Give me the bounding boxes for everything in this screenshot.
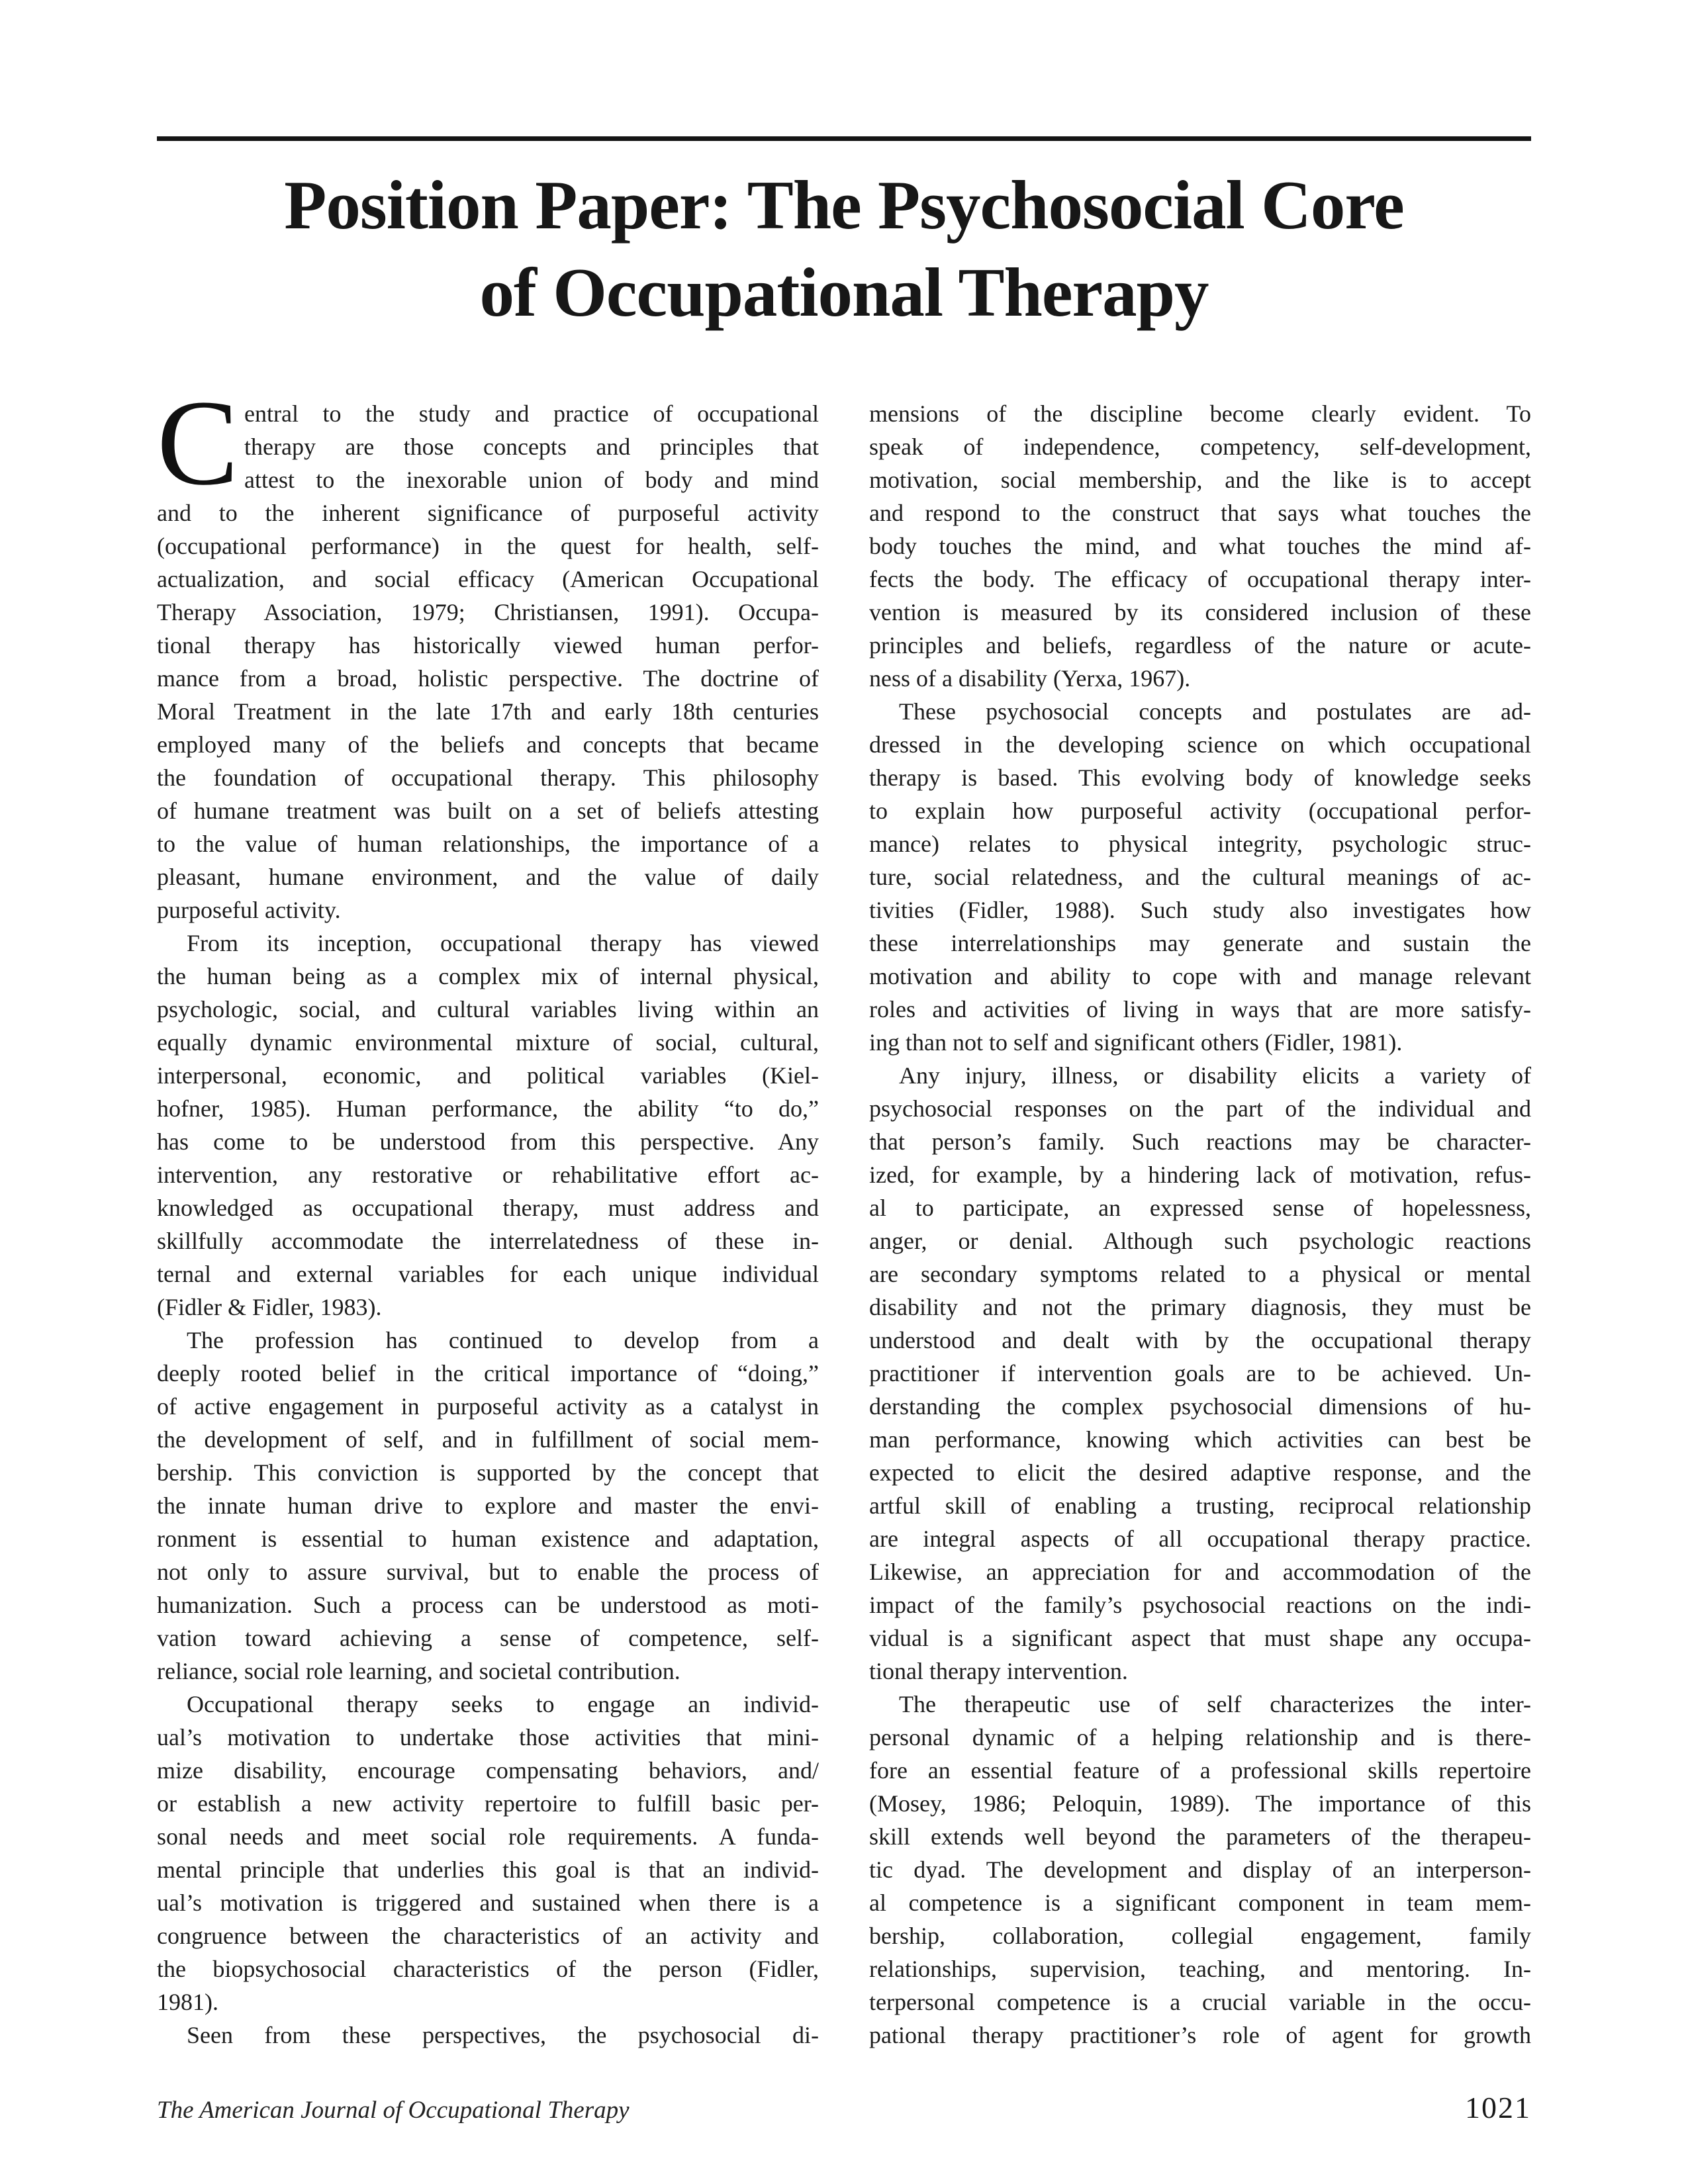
article-title-line-1: Position Paper: The Psychosocial Core	[284, 166, 1404, 244]
paragraph	[157, 2019, 819, 2052]
text-line: psychosocial responses on the part of the individual and	[869, 1095, 1531, 1122]
text-line: fore an essential feature of a professional skills repertoire	[869, 1757, 1531, 1784]
text-line: has come to be understood from this perspective. Any	[157, 1128, 819, 1155]
text-line: pational therapy practitioner’s role of agent for growth	[869, 2022, 1531, 2048]
paragraph	[869, 1688, 1531, 2052]
text-line: Occupational therapy seeks to engage an individ-	[187, 1691, 819, 1717]
text-line: to the value of human relationships, the importance of a	[157, 831, 819, 857]
article-title-line-2: of Occupational Therapy	[479, 253, 1209, 331]
text-line: body touches the mind, and what touches the mind af-	[869, 533, 1531, 559]
text-line: These psychosocial concepts and postulates are ad-	[899, 698, 1531, 725]
text-line: tic dyad. The development and display of an interperson-	[869, 1856, 1531, 1883]
text-line: ture, social relatedness, and the cultural meanings of ac-	[869, 864, 1531, 890]
text-line: The profession has continued to develop from a	[187, 1327, 819, 1353]
text-line: sonal needs and meet social role requirements. A funda-	[157, 1823, 819, 1850]
text-line: are integral aspects of all occupational therapy practice.	[869, 1525, 1531, 1552]
text-line: principles and beliefs, regardless of the nature or acute-	[869, 632, 1531, 659]
text-line: mance from a broad, holistic perspective. The doctrine of	[157, 665, 819, 692]
text-line: actualization, and social efficacy (American Occupational	[157, 566, 819, 592]
text-line: vation toward achieving a sense of competence, self-	[157, 1625, 819, 1651]
text-line: Seen from these perspectives, the psychosocial di-	[187, 2022, 819, 2048]
text-line: attest to the inexorable union of body and mind	[244, 467, 819, 493]
text-line: Likewise, an appreciation for and accommodation of the	[869, 1559, 1531, 1585]
text-line: skill extends well beyond the parameters of the therapeu-	[869, 1823, 1531, 1850]
text-line: speak of independence, competency, self-development,	[869, 433, 1531, 460]
text-line: mental principle that underlies this goal is that an individ-	[157, 1856, 819, 1883]
text-line: al to participate, an expressed sense of hopelessness,	[869, 1195, 1531, 1221]
page-content	[157, 0, 1531, 2184]
text-line: disability and not the primary diagnosis, they must be	[869, 1294, 1531, 1320]
text-line: understood and dealt with by the occupational therapy	[869, 1327, 1531, 1353]
text-line: tivities (Fidler, 1988). Such study also investigates how	[869, 897, 1531, 923]
text-line: ized, for example, by a hindering lack of motivation, refus-	[869, 1161, 1531, 1188]
text-line: the development of self, and in fulfillment of social mem-	[157, 1426, 819, 1453]
text-line: roles and activities of living in ways that are more satisfy-	[869, 996, 1531, 1023]
text-line: that person’s family. Such reactions may be character-	[869, 1128, 1531, 1155]
footer-journal-name: The American Journal of Occupational Therapy	[157, 2097, 630, 2124]
text-line: (Mosey, 1986; Peloquin, 1989). The importance of this	[869, 1790, 1531, 1817]
text-line: reliance, social role learning, and societal contribution.	[157, 1658, 680, 1684]
text-line: practitioner if intervention goals are to be achieved. Un-	[869, 1360, 1531, 1387]
text-line: to explain how purposeful activity (occupational perfor-	[869, 797, 1531, 824]
text-line: personal dynamic of a helping relationship and is there-	[869, 1724, 1531, 1751]
text-line: bership, collaboration, collegial engagement, family	[869, 1923, 1531, 1949]
text-line: ual’s motivation to undertake those activities that mini-	[157, 1724, 819, 1751]
text-line: Any injury, illness, or disability elicits a variety of	[899, 1062, 1531, 1089]
footer-page-number: 1021	[1465, 2091, 1531, 2124]
text-line: (occupational performance) in the quest for health, self-	[157, 533, 819, 559]
text-line: therapy is based. This evolving body of knowledge seeks	[869, 764, 1531, 791]
text-line: skillfully accommodate the interrelatedness of these in-	[157, 1228, 819, 1254]
text-line: hofner, 1985). Human performance, the ability “to do,”	[157, 1095, 819, 1122]
text-line: mensions of the discipline become clearly evident. To	[869, 400, 1531, 427]
text-line: and respond to the construct that says what touches the	[869, 500, 1531, 526]
text-line: anger, or denial. Although such psychologic reactions	[869, 1228, 1531, 1254]
text-line: dressed in the developing science on which occupational	[869, 731, 1531, 758]
paragraph	[157, 1688, 819, 2019]
text-line: not only to assure survival, but to enable the process of	[157, 1559, 819, 1585]
text-line: terpersonal competence is a crucial variable in the occu-	[869, 1989, 1531, 2015]
text-line: vention is measured by its considered inclusion of these	[869, 599, 1531, 625]
paragraph	[157, 1324, 819, 1688]
right-column	[869, 397, 1531, 2052]
text-line: mize disability, encourage compensating behaviors, and/	[157, 1757, 819, 1784]
text-line: equally dynamic environmental mixture of social, cultural,	[157, 1029, 819, 1056]
text-line: are secondary symptoms related to a physical or mental	[869, 1261, 1531, 1287]
text-line: and to the inherent significance of purposeful activity	[157, 500, 819, 526]
text-line: congruence between the characteristics of an activity and	[157, 1923, 819, 1949]
text-line: bership. This conviction is supported by the concept that	[157, 1459, 819, 1486]
text-line: al competence is a significant component in team mem-	[869, 1889, 1531, 1916]
text-line: relationships, supervision, teaching, and mentoring. In-	[869, 1956, 1531, 1982]
text-line: man performance, knowing which activities can best be	[869, 1426, 1531, 1453]
text-line: impact of the family’s psychosocial reactions on the indi-	[869, 1592, 1531, 1618]
text-line: deeply rooted belief in the critical importance of “doing,”	[157, 1360, 819, 1387]
text-line: ual’s motivation is triggered and sustained when there is a	[157, 1889, 819, 1916]
text-line: motivation and ability to cope with and manage relevant	[869, 963, 1531, 989]
text-line: these interrelationships may generate and sustain the	[869, 930, 1531, 956]
paragraph	[869, 1059, 1531, 1688]
text-line: mance) relates to physical integrity, psychologic struc-	[869, 831, 1531, 857]
text-line: From its inception, occupational therapy has viewed	[187, 930, 819, 956]
text-line: motivation, social membership, and the like is to accept	[869, 467, 1531, 493]
text-line: The therapeutic use of self characterizes the inter-	[899, 1691, 1531, 1717]
article-body	[157, 375, 1531, 2052]
text-line: of active engagement in purposeful activity as a catalyst in	[157, 1393, 819, 1420]
text-line: 1981).	[157, 1989, 218, 2015]
paragraph	[869, 695, 1531, 1059]
text-line: purposeful activity.	[157, 897, 341, 923]
text-line: Therapy Association, 1979; Christiansen, 1991). Occupa-	[157, 599, 819, 625]
text-line: fects the body. The efficacy of occupational therapy inter-	[869, 566, 1531, 592]
text-line: Moral Treatment in the late 17th and early 18th centuries	[157, 698, 819, 725]
paragraph	[157, 375, 819, 927]
text-line: tional therapy intervention.	[869, 1658, 1128, 1684]
text-line: or establish a new activity repertoire to fulfill basic per-	[157, 1790, 819, 1817]
text-line: (Fidler & Fidler, 1983).	[157, 1294, 382, 1320]
text-line: derstanding the complex psychosocial dimensions of hu-	[869, 1393, 1531, 1420]
title-divider-rule	[157, 136, 1531, 141]
text-line: psychologic, social, and cultural variables living within an	[157, 996, 819, 1023]
text-line: the foundation of occupational therapy. This philosophy	[157, 764, 819, 791]
text-line: tional therapy has historically viewed human perfor-	[157, 632, 819, 659]
text-line: knowledged as occupational therapy, must address and	[157, 1195, 819, 1221]
text-line: pleasant, humane environment, and the value of daily	[157, 864, 819, 890]
text-line: ing than not to self and significant others (Fidler, 1981).	[869, 1029, 1403, 1056]
text-line: ternal and external variables for each unique individual	[157, 1261, 819, 1287]
text-line: the human being as a complex mix of internal physical,	[157, 963, 819, 989]
text-line: of humane treatment was built on a set of beliefs attesting	[157, 797, 819, 824]
text-line: interpersonal, economic, and political variables (Kiel-	[157, 1062, 819, 1089]
text-line: expected to elicit the desired adaptive response, and the	[869, 1459, 1531, 1486]
paragraph	[869, 397, 1531, 695]
paragraph	[157, 927, 819, 1324]
text-line: ronment is essential to human existence and adaptation,	[157, 1525, 819, 1552]
left-column	[157, 375, 819, 2052]
text-line: the innate human drive to explore and master the envi-	[157, 1492, 819, 1519]
drop-cap: C	[157, 375, 239, 511]
text-line: ness of a disability (Yerxa, 1967).	[869, 665, 1191, 692]
article-title	[144, 161, 1544, 336]
text-line: intervention, any restorative or rehabilitative effort ac-	[157, 1161, 819, 1188]
page-footer	[157, 2090, 1531, 2125]
text-line: the biopsychosocial characteristics of the person (Fidler,	[157, 1956, 819, 1982]
text-line: artful skill of enabling a trusting, reciprocal relationship	[869, 1492, 1531, 1519]
text-line: entral to the study and practice of occupational	[244, 400, 819, 427]
text-line: therapy are those concepts and principles that	[244, 433, 819, 460]
text-line: humanization. Such a process can be understood as moti-	[157, 1592, 819, 1618]
text-line: vidual is a significant aspect that must shape any occupa-	[869, 1625, 1531, 1651]
text-line: employed many of the beliefs and concepts that became	[157, 731, 819, 758]
